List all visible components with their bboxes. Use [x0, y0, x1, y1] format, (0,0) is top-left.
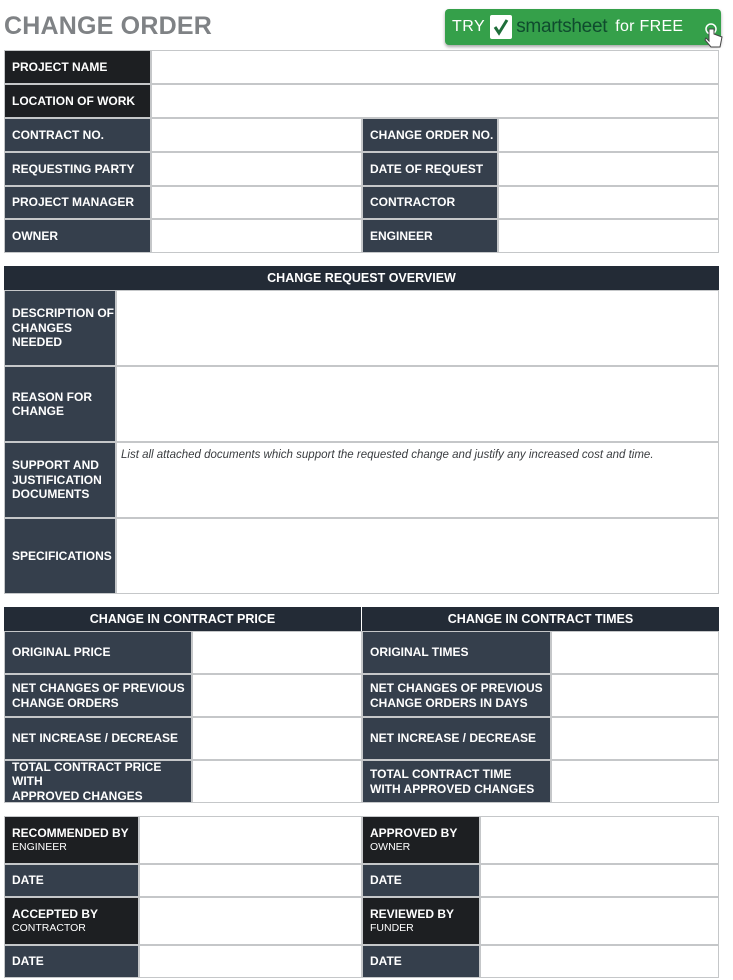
project-manager-field[interactable]: [151, 186, 362, 219]
contract-no-label: CONTRACT NO.: [4, 118, 151, 152]
net-increase-times-field[interactable]: [551, 717, 719, 760]
contract-no-field[interactable]: [151, 118, 362, 152]
reason-label-line1: REASON FOR: [12, 389, 93, 404]
approved-by-role: OWNER: [370, 840, 411, 853]
reviewed-by-field[interactable]: [480, 897, 719, 945]
approved-by-field[interactable]: [480, 816, 719, 864]
description-label-line3: NEEDED: [12, 335, 63, 350]
original-price-label: ORIGINAL PRICE: [4, 631, 192, 674]
accepted-by-label: [4, 897, 139, 945]
original-times-label: ORIGINAL TIMES: [362, 631, 551, 674]
recommended-by-field[interactable]: [139, 816, 362, 864]
engineer-label: ENGINEER: [362, 219, 498, 253]
date-of-request-label: DATE OF REQUEST: [362, 152, 498, 186]
total-contract-time-field[interactable]: [551, 760, 719, 803]
net-changes-previous-price-label: [4, 674, 192, 717]
reviewed-date-field[interactable]: [480, 945, 719, 978]
net-changes-previous-days-label: [362, 674, 551, 717]
reason-label-line2: CHANGE: [12, 404, 65, 418]
change-order-no-field[interactable]: [498, 118, 719, 152]
contract-price-header: CHANGE IN CONTRACT PRICE: [4, 607, 361, 631]
total-price-line1: TOTAL CONTRACT PRICE WITH: [12, 759, 162, 789]
project-name-field[interactable]: [151, 50, 719, 84]
description-of-changes-field[interactable]: [116, 290, 719, 366]
reason-for-change-field[interactable]: [116, 366, 719, 442]
description-label-line2: CHANGES: [12, 320, 73, 335]
checkmark-icon: [490, 15, 512, 39]
owner-label: OWNER: [4, 219, 151, 253]
requesting-party-label: REQUESTING PARTY: [4, 152, 151, 186]
support-label-line3: DOCUMENTS: [12, 487, 90, 502]
accepted-date-field[interactable]: [139, 945, 362, 978]
net-increase-price-field[interactable]: [192, 717, 362, 760]
description-label-line1: DESCRIPTION OF: [12, 306, 115, 321]
total-time-line2: WITH APPROVED CHANGES: [370, 781, 535, 796]
owner-field[interactable]: [151, 219, 362, 253]
accepted-date-label: DATE: [4, 945, 139, 978]
project-manager-label: PROJECT MANAGER: [4, 186, 151, 219]
try-smartsheet-button[interactable]: [445, 9, 721, 45]
net-increase-price-label: NET INCREASE / DECREASE: [4, 717, 192, 760]
reviewed-by-role: FUNDER: [370, 921, 414, 934]
change-request-overview-header: CHANGE REQUEST OVERVIEW: [4, 266, 719, 290]
date-of-request-field[interactable]: [498, 152, 719, 186]
contractor-field[interactable]: [498, 186, 719, 219]
accepted-by-field[interactable]: [139, 897, 362, 945]
net-prev-price-line1: NET CHANGES OF PREVIOUS: [12, 681, 185, 695]
net-prev-price-line2: CHANGE ORDERS: [12, 695, 119, 710]
contract-times-header: CHANGE IN CONTRACT TIMES: [362, 607, 719, 631]
reason-for-change-label: [4, 366, 116, 442]
project-name-label: PROJECT NAME: [4, 50, 151, 84]
support-documents-instructions: List all attached documents which support the requested change and justify any increased cost and time.: [121, 449, 654, 461]
recommended-by-role: ENGINEER: [12, 840, 67, 853]
original-times-field[interactable]: [551, 631, 719, 674]
total-contract-price-label: [4, 760, 192, 803]
change-order-no-label: CHANGE ORDER NO.: [362, 118, 498, 152]
specifications-field[interactable]: [116, 518, 719, 594]
total-price-line2: APPROVED CHANGES: [12, 788, 143, 803]
recommended-by-label: [4, 816, 139, 864]
reviewed-date-label: DATE: [362, 945, 480, 978]
total-contract-price-field[interactable]: [192, 760, 362, 803]
reviewed-by-label: [362, 897, 480, 945]
support-label-line2: JUSTIFICATION: [12, 472, 102, 487]
total-contract-time-label: [362, 760, 551, 803]
total-time-line1: TOTAL CONTRACT TIME: [370, 767, 512, 781]
description-of-changes-label: [4, 290, 116, 366]
specifications-label: SPECIFICATIONS: [4, 518, 116, 594]
engineer-field[interactable]: [498, 219, 719, 253]
requesting-party-field[interactable]: [151, 152, 362, 186]
reviewed-by-text: REVIEWED BY: [370, 907, 455, 922]
net-changes-previous-price-field[interactable]: [192, 674, 362, 717]
location-of-work-label: LOCATION OF WORK: [4, 84, 151, 118]
support-documents-label: [4, 442, 116, 518]
accepted-by-text: ACCEPTED BY: [12, 907, 99, 922]
approved-date-field[interactable]: [480, 864, 719, 897]
recommended-by-text: RECOMMENDED BY: [12, 826, 129, 841]
location-of-work-field[interactable]: [151, 84, 719, 118]
pointer-hand-icon: [703, 23, 725, 49]
recommended-date-label: DATE: [4, 864, 139, 897]
accepted-by-role: CONTRACTOR: [12, 921, 86, 934]
contractor-label: CONTRACTOR: [362, 186, 498, 219]
net-changes-previous-days-field[interactable]: [551, 674, 719, 717]
cta-brand-label: smartsheet: [516, 16, 608, 37]
cta-try-label: TRY: [452, 18, 486, 35]
cta-free-label: for FREE: [615, 18, 684, 35]
support-label-line1: SUPPORT AND: [12, 458, 99, 473]
approved-by-text: APPROVED BY: [370, 826, 458, 841]
approved-date-label: DATE: [362, 864, 480, 897]
net-increase-times-label: NET INCREASE / DECREASE: [362, 717, 551, 760]
approved-by-label: [362, 816, 480, 864]
recommended-date-field[interactable]: [139, 864, 362, 897]
page-title: CHANGE ORDER: [4, 12, 212, 40]
net-prev-days-line1: NET CHANGES OF PREVIOUS: [370, 681, 543, 695]
net-prev-days-line2: CHANGE ORDERS IN DAYS: [370, 695, 528, 710]
original-price-field[interactable]: [192, 631, 362, 674]
